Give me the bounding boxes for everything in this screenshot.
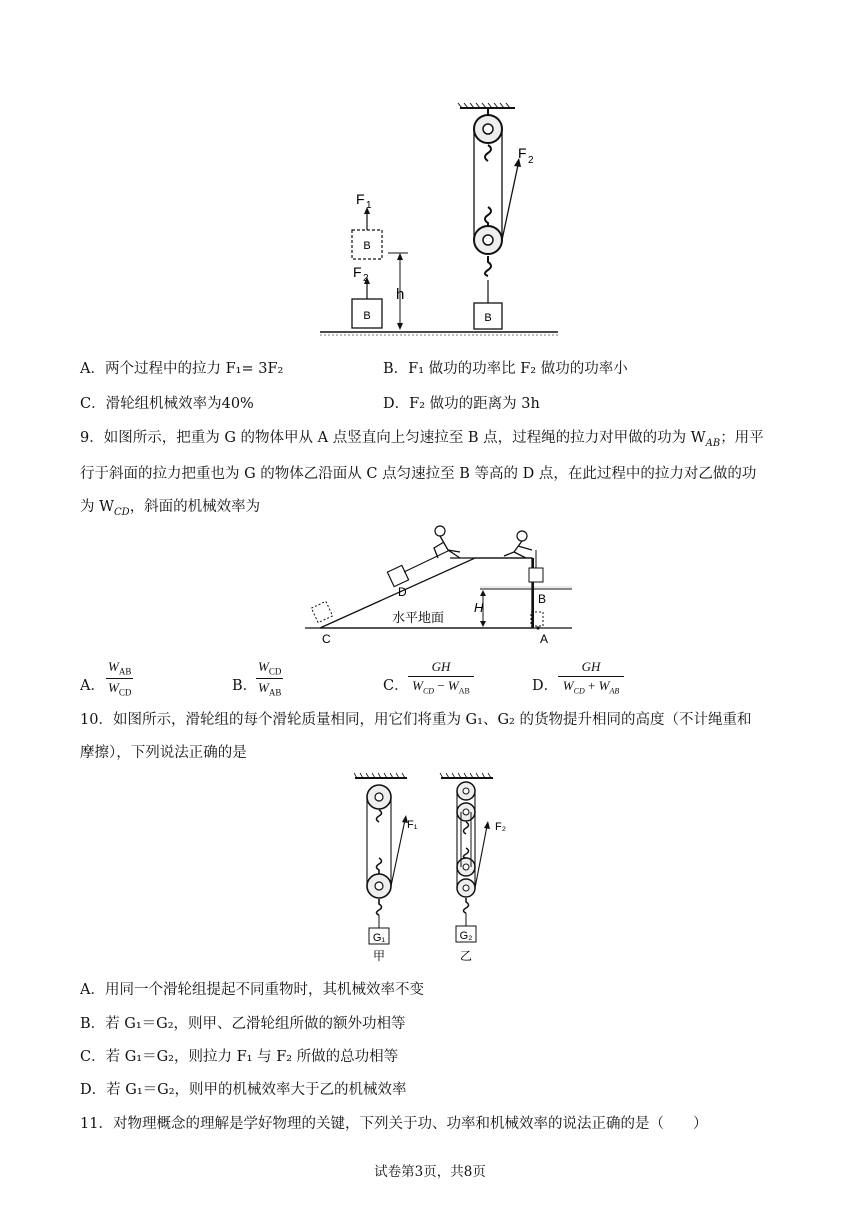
q9-line-1: 9．如图所示，把重为 G 的物体甲从 A 点竖直向上匀速拉至 B 点，过程绳的拉力对甲做的功为 $W_{AB}$；用平 — [80, 430, 764, 449]
q9-option-d-fraction: GH $W_{CD} + W_{AB}$ — [558, 659, 624, 696]
svg-text:1: 1 — [366, 200, 372, 211]
f1-fig-label: F₁ — [407, 819, 418, 831]
f2-fig-label: F₂ — [495, 821, 506, 833]
point-d: D — [398, 585, 407, 599]
q10-option-a: A．用同一个滑轮组提起不同重物时，其机械效率不变 — [80, 982, 424, 998]
svg-text:B: B — [363, 240, 371, 252]
q8-figure — [300, 95, 560, 340]
jia-label: 甲 — [372, 949, 386, 963]
q9-line-2: 行于斜面的拉力把重也为 G 的物体乙沿面从 C 点匀速拉至 B 等高的 D 点，在此过程中的拉力对乙做的功 — [80, 466, 757, 482]
box-b-label: B — [363, 310, 371, 322]
q10-option-c: C．若 G₁＝G₂，则拉力 F₁ 与 F₂ 所做的总功相等 — [80, 1049, 399, 1065]
f2-right-label: F — [518, 145, 527, 161]
q11-stem: 11．对物理概念的理解是学好物理的关键，下列关于功、功率和机械效率的说法正确的是（ ） — [80, 1116, 708, 1132]
q10-figure — [345, 770, 525, 965]
q9-option-a-label: A． — [80, 678, 105, 694]
point-a: A — [540, 632, 549, 646]
svg-text:2: 2 — [363, 273, 369, 284]
q9-option-b-fraction: $W_{CD}$ $W_{AB}$ — [258, 659, 282, 698]
q10-option-d: D．若 G₁＝G₂，则甲的机械效率大于乙的机械效率 — [80, 1082, 407, 1098]
f2-label: F — [353, 264, 362, 280]
point-c: C — [322, 632, 331, 646]
svg-text:2: 2 — [528, 155, 534, 166]
q8-option-a: A．两个过程中的拉力 F₁= 3F₂ — [80, 361, 284, 377]
ground-label: 水平地面 — [392, 610, 445, 625]
q9-option-a-fraction: $W_{AB}$ $W_{CD}$ — [108, 659, 132, 698]
q8-option-b: B．F₁ 做功的功率比 F₂ 做功的功率小 — [383, 361, 628, 377]
g2-label: G₂ — [459, 930, 473, 942]
f1-label: F — [356, 191, 365, 207]
q8-option-c: C．滑轮组机械效率为40% — [80, 396, 254, 412]
q10-option-b: B．若 G₁＝G₂，则甲、乙滑轮组所做的额外功相等 — [80, 1016, 406, 1032]
q8-option-d: D．F₂ 做功的距离为 3h — [383, 396, 540, 412]
q10-line-1: 10．如图所示，滑轮组的每个滑轮质量相同，用它们将重为 G₁、G₂ 的货物提升相同的高度（不计绳重和 — [80, 712, 752, 728]
q9-option-c-label: C． — [383, 678, 409, 694]
q9-line-3: 为 $W_{CD}$，斜面的机械效率为 — [80, 499, 261, 518]
q9-option-c-fraction: GH $W_{CD} - W_{AB}$ — [408, 659, 474, 696]
q9-figure — [300, 522, 575, 647]
svg-text:B: B — [484, 312, 492, 324]
g1-label: G₁ — [372, 932, 386, 944]
page-footer: 试卷第3页，共8页 — [374, 1164, 486, 1180]
h-marker-label: H — [474, 600, 484, 615]
yi-label: 乙 — [459, 949, 473, 963]
q9-option-d-label: D． — [532, 678, 559, 694]
q9-option-b-label: B． — [232, 678, 258, 694]
h-label: h — [396, 286, 405, 303]
q10-line-2: 摩擦），下列说法正确的是 — [80, 745, 247, 761]
point-b: B — [538, 592, 547, 606]
